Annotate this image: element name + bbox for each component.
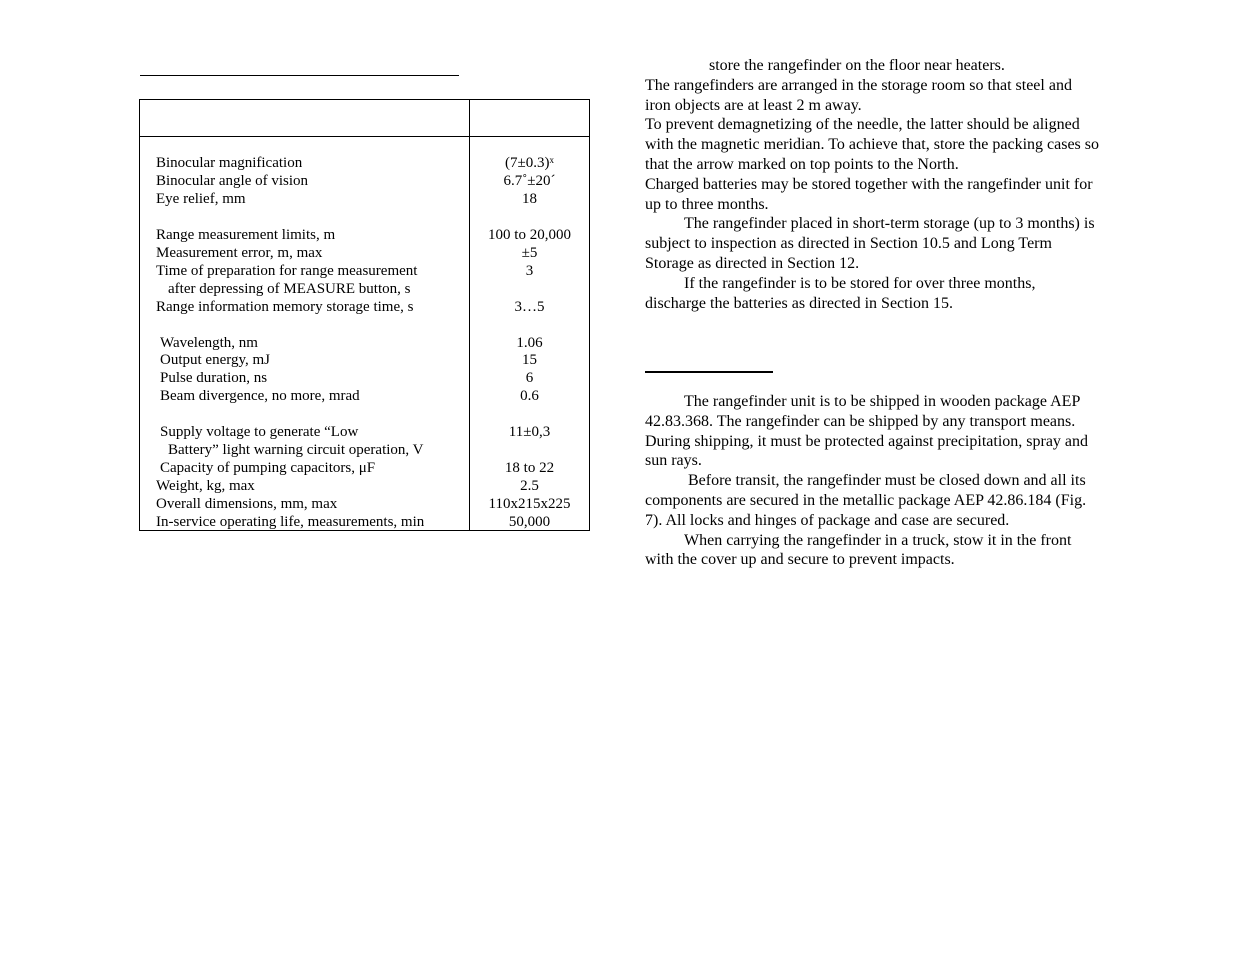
param-value: 6.7˚±20´	[503, 173, 556, 189]
param-name: Eye relief, mm	[156, 191, 246, 207]
specifications-table	[139, 99, 590, 531]
param-name: Battery” light warning circuit operation, V	[168, 442, 424, 458]
param-name: Wavelength, nm	[160, 335, 258, 351]
table-row	[140, 298, 589, 316]
table-row	[140, 226, 589, 244]
param-value: 3…5	[514, 299, 545, 315]
paragraph: If the rangefinder is to be stored for over three months, discharge the batteries as directed in Section 15.	[645, 274, 1036, 312]
table-row	[140, 459, 589, 477]
param-value: 18 to 22	[504, 460, 555, 476]
param-name: Measurement error, m, max	[156, 245, 323, 261]
param-value: ±5	[521, 245, 538, 261]
param-value: 0.6	[520, 388, 539, 404]
param-name: Supply voltage to generate “Low	[160, 424, 359, 440]
table-row	[140, 387, 589, 405]
table-row	[140, 369, 589, 387]
table-row	[140, 513, 589, 531]
param-name: Binocular angle of vision	[156, 173, 309, 189]
param-value: 110x215x225	[488, 496, 571, 512]
param-value: $(7\pm 0.3)^x$	[505, 155, 554, 171]
transport-section	[645, 392, 1100, 570]
table-row	[140, 262, 589, 280]
paragraph: The rangefinder placed in short-term storage (up to 3 months) is subject to inspection as directed in Section 10.5 and Long Term Storage as directed in Section 12.	[645, 215, 1095, 272]
header-divider	[140, 136, 589, 137]
param-value: 18	[522, 191, 537, 207]
param-name: In-service operating life, measurements, min	[156, 514, 425, 530]
table-row	[140, 190, 589, 208]
paragraph: When carrying the rangefinder in a truck, stow it in the front with the cover up and secure to prevent impacts.	[645, 531, 1072, 569]
table-row	[140, 423, 589, 441]
table-row	[140, 477, 589, 495]
paragraph: Charged batteries may be stored together with the rangefinder unit for up to three months.	[645, 175, 1093, 213]
table-row	[140, 280, 589, 298]
heading-rule	[140, 75, 459, 76]
param-name: Binocular magnification	[156, 155, 303, 171]
param-name: Weight, kg, max	[156, 478, 255, 494]
param-value: 1.06	[516, 335, 543, 351]
param-name: Time of preparation for range measurement	[156, 263, 418, 279]
paragraph: To prevent demagnetizing of the needle, the latter should be aligned with the magnetic meridian. To achieve that, store the packing cases so that the arrow marked on top points to the North.	[645, 116, 1099, 173]
param-name: Overall dimensions, mm, max	[156, 496, 338, 512]
table-row	[140, 495, 589, 513]
param-name: Range information memory storage time, s	[156, 299, 414, 315]
section-heading-rule	[645, 371, 773, 373]
param-value: 50,000	[508, 514, 551, 530]
param-value: 100 to 20,000	[488, 227, 571, 243]
param-name: Capacity of pumping capacitors, μF	[160, 460, 376, 476]
param-name: Pulse duration, ns	[160, 370, 268, 386]
paragraph: store the rangefinder on the floor near heaters.	[709, 57, 1005, 74]
table-row	[140, 154, 589, 172]
param-name: Range measurement limits, m	[156, 227, 336, 243]
param-name: Beam divergence, no more, mrad	[160, 388, 360, 404]
table-row	[140, 172, 589, 190]
storage-section	[645, 56, 1100, 313]
paragraph: The rangefinder unit is to be shipped in wooden package AEP 42.83.368. The rangefinder can be shipped by any transport means. During shipping, it must be protected against precipitation, spray and sun rays.	[645, 393, 1089, 470]
param-name: Output energy, mJ	[160, 352, 270, 368]
param-value: 6	[525, 370, 534, 386]
table-row	[140, 441, 589, 459]
param-value: 2.5	[520, 478, 539, 494]
paragraph: Before transit, the rangefinder must be closed down and all its components are secured in the metallic package AEP 42.86.184 (Fig. 7). All locks and hinges of package and case are secured.	[645, 472, 1087, 529]
paragraph: The rangefinders are arranged in the storage room so that steel and iron objects are at least 2 m away.	[645, 76, 1072, 114]
param-name: after depressing of MEASURE button, s	[168, 281, 411, 297]
table-row	[140, 334, 589, 352]
table-row	[140, 244, 589, 262]
param-value: 15	[522, 352, 537, 368]
table-row	[140, 351, 589, 369]
param-value: 3	[525, 263, 534, 279]
param-value: 11±0,3	[508, 424, 551, 440]
